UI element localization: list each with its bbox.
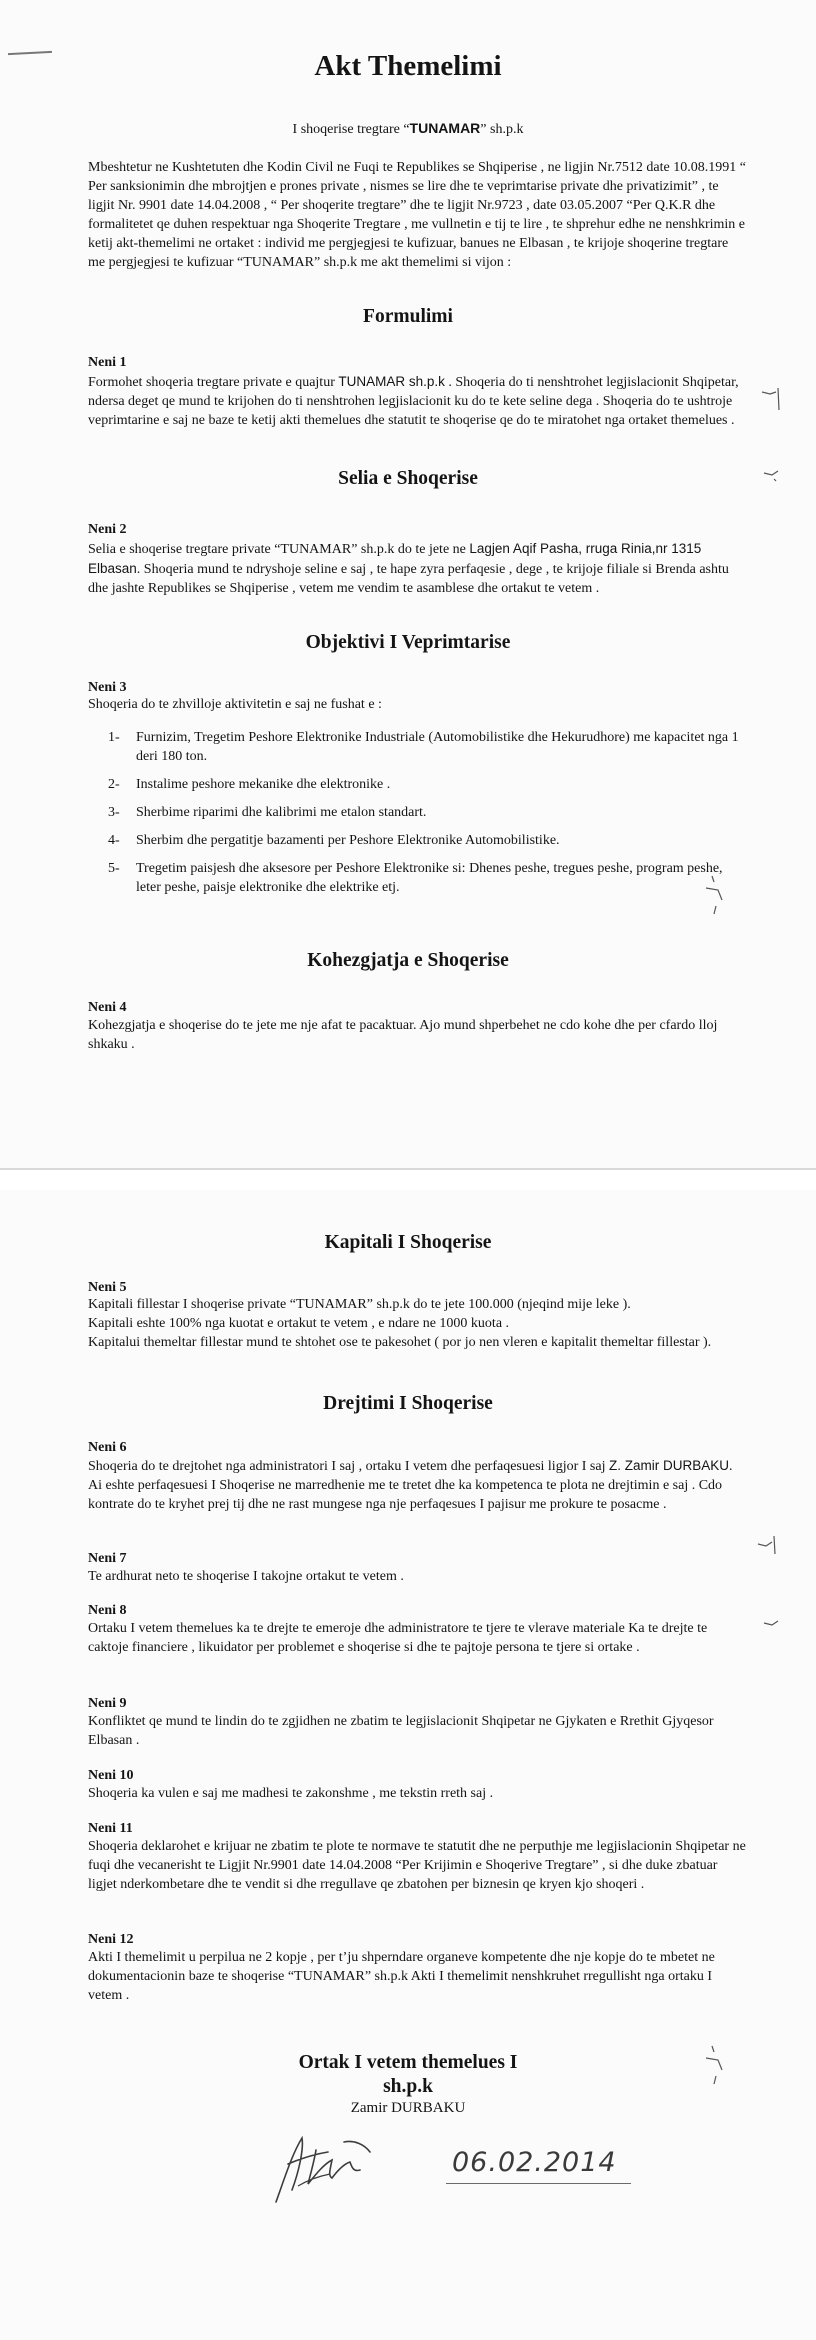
list-item-number: 1- — [108, 730, 120, 745]
document-subtitle — [0, 120, 816, 138]
list-item-number: 5- — [108, 861, 120, 876]
list-item — [108, 775, 748, 794]
article-label-7: Neni 7 — [88, 1551, 127, 1566]
article-label-12: Neni 12 — [88, 1932, 134, 1947]
margin-mark — [700, 870, 730, 920]
article-text-10: Shoqeria ka vulen e saj me madhesi te zakonshme , me tekstin rreth saj . — [88, 1786, 494, 1801]
article-2-address: Lagjen Aqif Pasha, rruga Rinia,nr 1315 Elbasan — [88, 541, 702, 576]
article-label-4: Neni 4 — [88, 1000, 127, 1015]
handwritten-signature — [258, 2120, 388, 2210]
article-1-text-a: Formohet shoqeria tregtare private e quajtur — [88, 375, 339, 390]
article-5-line-2: Kapitali eshte 100% nga kuotat e ortakut te vetem , e ndare ne 1000 kuota . — [88, 1316, 510, 1331]
subtitle-suffix: ” sh.p.k — [480, 122, 524, 137]
article-label-2: Neni 2 — [88, 522, 127, 537]
subtitle-prefix: I shoqerise tregtare “ — [292, 122, 410, 137]
section-heading-objektivi: Objektivi I Veprimtarise — [305, 632, 511, 653]
list-item — [108, 803, 748, 822]
list-item — [108, 859, 748, 897]
page-gap — [0, 1170, 816, 1190]
list-item-text: Instalime peshore mekanike dhe elektronike . — [136, 777, 391, 792]
section-heading-selia: Selia e Shoqerise — [338, 468, 478, 489]
article-6-text-b: . Ai eshte perfaqesuesi I Shoqerise ne marredhenie me te tretet dhe ka kompetenca te plota ne drejtimin e saj . Cdo kontrate do te kryhet prej tij dhe ne rast mungese nga nje perfaqesues I pajisur me prokure te posacme . — [88, 1459, 733, 1512]
article-1-company: TUNAMAR sh.p.k — [338, 374, 445, 389]
article-text-1 — [88, 372, 748, 430]
list-item-text: Sherbime riparimi dhe kalibrimi me etalon standart. — [136, 805, 427, 820]
article-label-10: Neni 10 — [88, 1768, 134, 1783]
article-text-11: Shoqeria deklarohet e krijuar ne zbatim te plote te normave te statutit dhe ne perputhje me legjislacionin Shqipetar ne fuqi dhe vecanerisht te Ligjit Nr.9901 date 14.04.2008 “Per Krijimin e Shoqerive Tregtare” , si dhe duke zbatuar ligjet nderkombetare dhe te vendit si dhe rregullave qe zbatohen per biznesin qe kryen kjo shoqeri . — [88, 1839, 746, 1892]
article-label-8: Neni 8 — [88, 1603, 127, 1618]
list-item-text: Tregetim paisjesh dhe aksesore per Peshore Elektronike si: Dhenes peshe, tregues peshe, program peshe, leter peshe, paisje elektronike dhe elektrike etj. — [136, 861, 723, 895]
article-label-11: Neni 11 — [88, 1821, 133, 1836]
article-label-9: Neni 9 — [88, 1696, 127, 1711]
article-text-7: Te ardhurat neto te shoqerise I takojne ortakut te vetem . — [88, 1569, 404, 1584]
article-text-4: Kohezgjatja e shoqerise do te jete me nje afat te pacaktuar. Ajo mund shperbehet ne cdo kohe dhe per cfardo lloj shkaku . — [88, 1018, 718, 1052]
article-label-5: Neni 5 — [88, 1280, 127, 1295]
activity-list — [108, 728, 748, 906]
document-title: Akt Themelimi — [314, 50, 502, 82]
list-item-text: Sherbim dhe pergatitje bazamenti per Peshore Elektronike Automobilistike. — [136, 833, 560, 848]
article-text-6 — [88, 1456, 748, 1514]
date-underline — [446, 2183, 631, 2184]
list-item — [108, 728, 748, 766]
section-heading-formulimi: Formulimi — [363, 306, 453, 327]
margin-mark — [760, 465, 784, 485]
article-text-12: Akti I themelimit u perpilua ne 2 kopje , per t’ju shperndare organeve kompetente dhe nje kopje do te mbetet ne dokumentacionin baze te shoqerise “TUNAMAR” sh.p.k Akti I themelimit nenshkruhet rregullisht nga ortaku I vetem . — [88, 1950, 715, 2003]
handwritten-date: 06.02.2014 — [452, 2147, 617, 2178]
list-item-text: Furnizim, Tregetim Peshore Elektronike Industriale (Automobilistike dhe Hekurudhore) me kapacitet nga 1 deri 180 ton. — [136, 730, 739, 764]
article-text-5 — [88, 1295, 748, 1352]
article-2-text-b: . Shoqeria mund te ndryshoje seline e saj , te hape zyra perfaqesie , dege , te krijoje filiale si Brenda ashtu dhe jashte Republikes se Shqiperise , vetem me vendim te asamblese dhe ortakut te vetem . — [88, 562, 729, 596]
signatory-name: Zamir DURBAKU — [350, 2100, 466, 2116]
company-name: TUNAMAR — [409, 120, 481, 136]
margin-mark — [755, 1530, 781, 1560]
signatory-title: Ortak I vetem themelues I — [298, 2052, 518, 2073]
article-text-9: Konfliktet qe mund te lindin do te zgjidhen ne zbatim te legjislacionit Shqipetar ne Gjykaten e Rrethit Gjyqesor Elbasan . — [88, 1714, 714, 1748]
article-text-8: Ortaku I vetem themelues ka te drejte te emeroje dhe administratore te tjere te vlerave materiale Ka te drejte te caktoje financiere , likuidator per problemet e shoqerise si dhe te pajtoje persona te tjere si ortake . — [88, 1621, 708, 1655]
section-heading-drejtimi: Drejtimi I Shoqerise — [323, 1393, 493, 1414]
list-item — [108, 831, 748, 850]
signatory-company-type: sh.p.k — [383, 2076, 433, 2097]
list-item-number: 3- — [108, 805, 120, 820]
article-5-line-1: Kapitali fillestar I shoqerise private “TUNAMAR” sh.p.k do te jete 100.000 (njeqind mije leke ). — [88, 1297, 631, 1312]
article-text-2 — [88, 539, 748, 598]
margin-mark — [760, 380, 784, 420]
list-item-number: 2- — [108, 777, 120, 792]
intro-paragraph: Mbeshtetur ne Kushtetuten dhe Kodin Civil ne Fuqi te Republikes se Shqiperise , ne ligjin Nr.7512 date 10.08.1991 “ Per sanksionimin dhe mbrojtjen e prones private , nismes se lire dhe te veprimtarise private dhe privatizimit” , te ligjit Nr. 9901 date 14.04.2008 , “ Per shoqerite tregtare” dhe te ligjit Nr.9723 , date 03.05.2007 “Per Q.K.R dhe formalitetet qe duhen respektuar nga Shoqerite Tregtare , me vullnetin e tij te lire , te shprehur edhe ne nenshkrimin e ketij akt-themelimi ne ortaket : individ me pergjegjesi te kufizuar, banues ne Elbasan , te krijoje shoqerine tregtare me pergjegjesi te kufizuar “TUNAMAR” sh.p.k me akt themelimi si vijon : — [88, 160, 746, 270]
article-5-line-3: Kapitalui themeltar fillestar mund te shtohet ose te pakesohet ( por jo nen vleren e kapitalit themeltar fillestar ). — [88, 1335, 712, 1350]
document-page-2 — [0, 1190, 816, 2340]
section-heading-kapitali: Kapitali I Shoqerise — [324, 1232, 492, 1253]
article-label-6: Neni 6 — [88, 1440, 127, 1455]
margin-mark — [700, 2040, 730, 2090]
article-6-text-a: Shoqeria do te drejtohet nga administratori I saj , ortaku I vetem dhe perfaqesuesi ligjor I saj — [88, 1459, 609, 1474]
article-label-3: Neni 3 — [88, 680, 127, 695]
article-text-3: Shoqeria do te zhvilloje aktivitetin e saj ne fushat e : — [88, 697, 382, 712]
list-item-number: 4- — [108, 833, 120, 848]
article-1-text-b: . Shoqeria do ti nenshtrohet legjislacionit Shqipetar, ndersa deget qe mund te krijohen do ti nenshtrohen legjislacionit ku do te kete seline dega . Shoqeria do te ushtroje veprimtarine e saj ne baze te ketij akti themelues dhe statutit te shoqerise qe do te miratohet nga ortaket themelues . — [88, 375, 739, 428]
margin-mark — [760, 1615, 784, 1635]
signature-block — [0, 2052, 816, 2117]
section-heading-kohezgjatja: Kohezgjatja e Shoqerise — [307, 950, 509, 971]
administrator-name: Z. Zamir DURBAKU — [608, 1458, 729, 1473]
article-2-text-a: Selia e shoqerise tregtare private “TUNAMAR” sh.p.k do te jete ne — [88, 542, 470, 557]
article-label-1: Neni 1 — [88, 355, 127, 370]
